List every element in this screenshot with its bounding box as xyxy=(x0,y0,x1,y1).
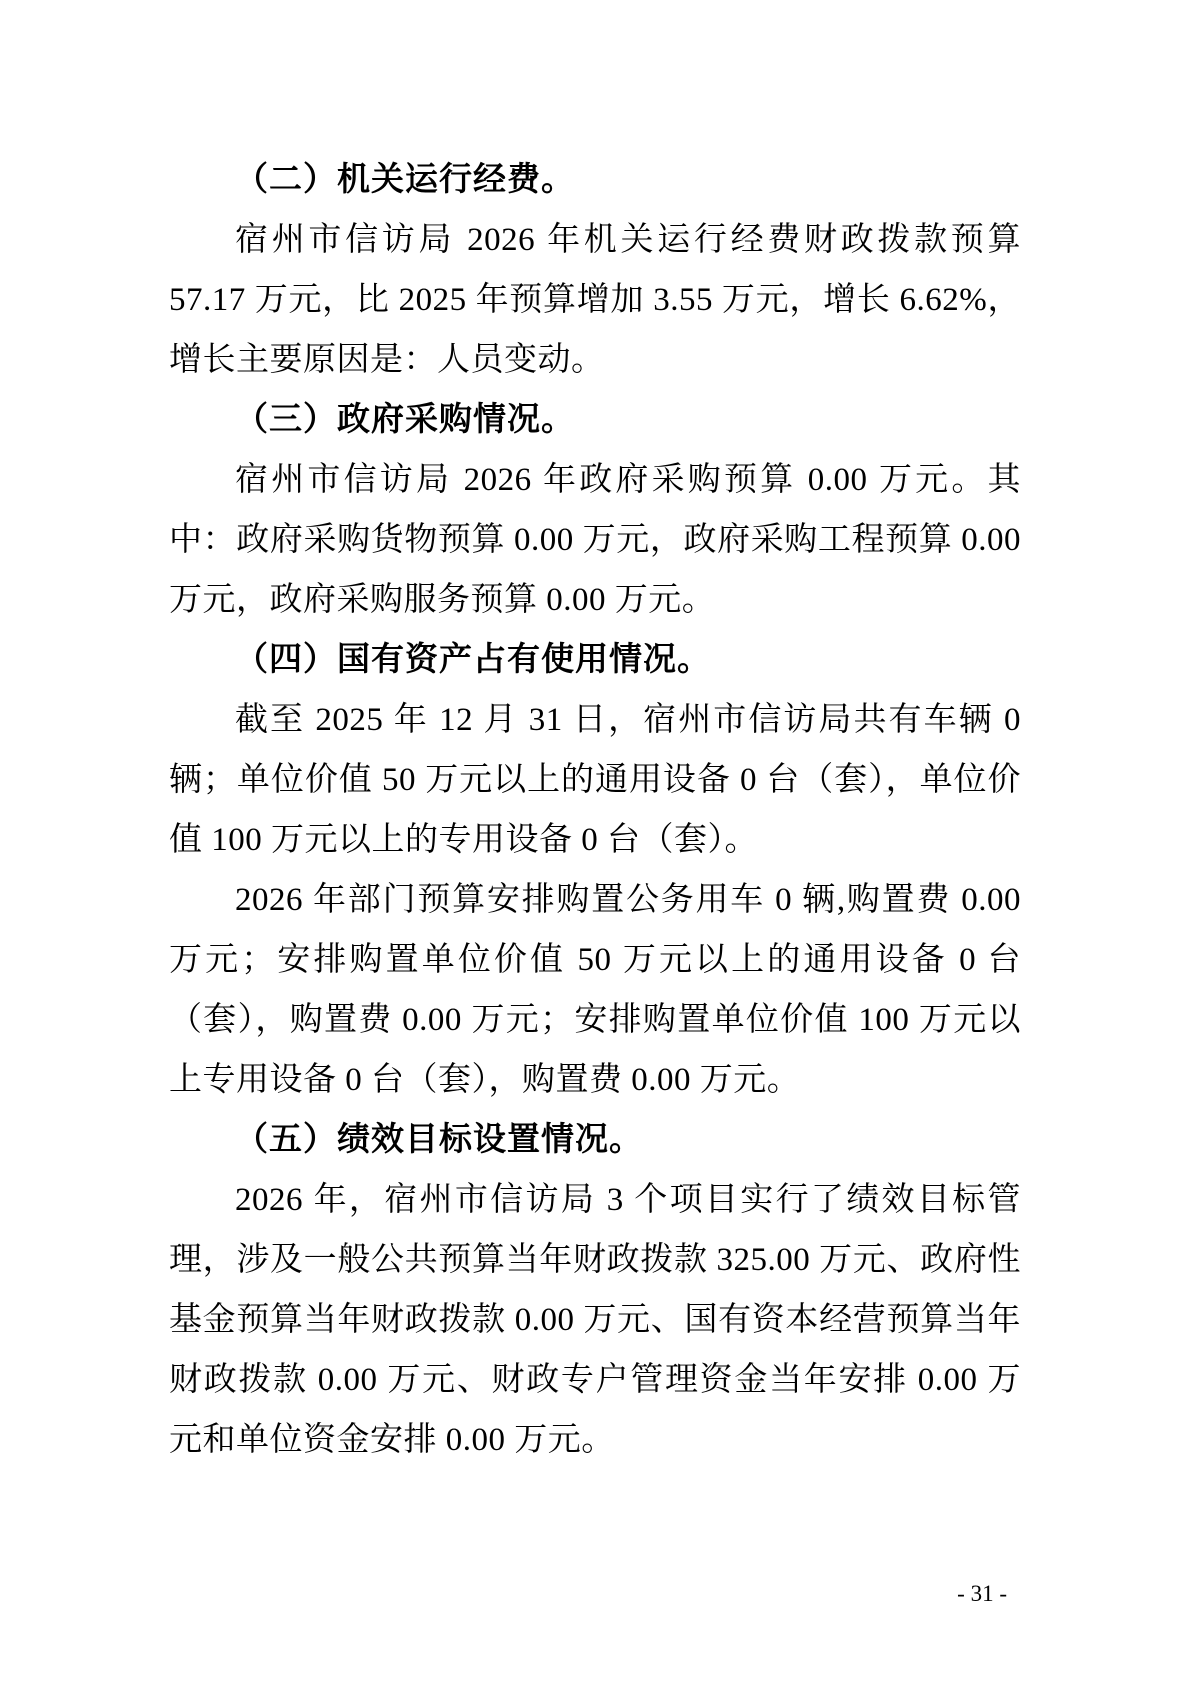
paragraph-agency-operating-expenses: 宿州市信访局 2026 年机关运行经费财政拨款预算 57.17 万元，比 2025 年预算增加 3.55 万元，增长 6.62%，增长主要原因是：人员变动。 xyxy=(169,222,1021,378)
section-state-owned-assets xyxy=(169,630,1021,1110)
document-body xyxy=(169,150,1021,1470)
page-footer xyxy=(957,1580,1007,1608)
section-heading-government-procurement: （三）政府采购情况。 xyxy=(235,402,575,438)
section-heading-agency-operating-expenses: （二）机关运行经费。 xyxy=(235,162,575,198)
section-agency-operating-expenses xyxy=(169,150,1021,390)
section-performance-targets xyxy=(169,1110,1021,1470)
page-number: - 31 - xyxy=(957,1581,1007,1606)
paragraph-performance-targets: 2026 年，宿州市信访局 3 个项目实行了绩效目标管理，涉及一般公共预算当年财政拨款 325.00 万元、政府性基金预算当年财政拨款 0.00 万元、国有资本经营预算当年财政拨款 0.00 万元、财政专户管理资金当年安排 0.00 万元和单位资金安排 0.00 万元。 xyxy=(169,1182,1021,1458)
section-heading-performance-targets: （五）绩效目标设置情况。 xyxy=(235,1122,643,1158)
section-government-procurement xyxy=(169,390,1021,630)
section-heading-state-owned-assets: （四）国有资产占有使用情况。 xyxy=(235,642,711,678)
paragraph-state-owned-assets-planned: 2026 年部门预算安排购置公务用车 0 辆,购置费 0.00 万元；安排购置单位价值 50 万元以上的通用设备 0 台（套），购置费 0.00 万元；安排购置单位价值 100 万元以上专用设备 0 台（套），购置费 0.00 万元。 xyxy=(169,882,1021,1098)
paragraph-government-procurement: 宿州市信访局 2026 年政府采购预算 0.00 万元。其中：政府采购货物预算 0.00 万元，政府采购工程预算 0.00 万元，政府采购服务预算 0.00 万元。 xyxy=(169,462,1021,618)
paragraph-state-owned-assets-current: 截至 2025 年 12 月 31 日，宿州市信访局共有车辆 0 辆；单位价值 50 万元以上的通用设备 0 台（套），单位价值 100 万元以上的专用设备 0 台（套）。 xyxy=(169,702,1022,858)
